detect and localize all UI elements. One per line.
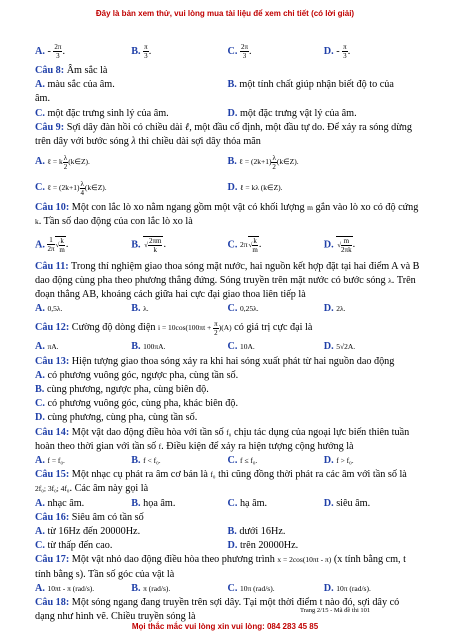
- q7-options: A. - $\frac{2\pi}{3}$ . B. $\frac{\pi}{3}$ . C. $\frac{2\pi}{3}$ . D. - $\frac{\pi}{3}$ .: [35, 42, 351, 60]
- q12-option-c: 10A.: [239, 342, 255, 352]
- q16-stem: Câu 16: Siêu âm có tần số: [35, 511, 144, 523]
- q17-option-d: 10π (rad/s).: [336, 583, 371, 593]
- q8-option-b: một tính chất giúp nhận biết độ to của: [239, 79, 394, 91]
- q7-option-c-label: C.: [227, 45, 238, 57]
- q15-options: A. nhạc âm. B. họa âm. C. hạ âm. D. siêu âm.: [35, 497, 371, 509]
- q16-option-d: trên 20000Hz.: [239, 540, 299, 552]
- contact-footer: Mọi thắc mắc vui lòng xin vui lòng: 084 283 45 85: [131, 622, 319, 631]
- q14-options: A. f = f₀. B. f < f₀. C. f ≤ f₀. D. f > f₀.: [35, 455, 354, 467]
- q8-options-row1: A. màu sắc của âm. B. một tính chất giúp nhận biết độ to của: [35, 79, 394, 91]
- q8-option-d: một đặc trưng vật lý của âm.: [239, 107, 357, 119]
- q7-option-c-value: $\frac{2\pi}{3}$: [240, 42, 248, 60]
- q7-option-b-label: B.: [131, 45, 141, 57]
- q9-option-b: ℓ = (2k+1) $\frac{\lambda}{2}$ (k∈Z).: [239, 153, 299, 171]
- q11-option-a: 0,5λ.: [47, 304, 63, 314]
- q14-option-d: f > f₀.: [336, 456, 354, 466]
- q8-option-b-cont: âm.: [35, 93, 50, 105]
- q12-options: A. πA. B. 100πA. C. 10A. D. 5√2A.: [35, 341, 356, 353]
- q15-option-b: họa âm.: [143, 497, 176, 509]
- q7-option-b-value: $\frac{\pi}{3}$: [144, 42, 148, 60]
- q16-options-row1: A. từ 16Hz đến 20000Hz. B. dưới 16Hz.: [35, 526, 286, 538]
- q7-option-d-value: $\frac{\pi}{3}$: [343, 42, 347, 60]
- q7-option-d-label: D.: [323, 45, 334, 57]
- preview-header: Đây là bản xem thử, vui lòng mua tài liệu để xem chi tiết (có lời giải): [95, 9, 355, 18]
- q15-option-c: hạ âm.: [239, 497, 268, 509]
- q10-options: A. $\frac{1}{2\pi}$ √ $\frac{k}{m}$ . B. √ $\frac{2\pi m}{k}$ . C. 2π√ $\frac{k}{m}$ . D. √ $\frac{m}{2\pi k}$ .: [35, 236, 356, 254]
- q13-option-c: C. có phương vuông góc, cùng pha, khác biên độ.: [35, 398, 239, 410]
- q11-option-b: λ.: [143, 304, 149, 314]
- q14-option-c: f ≤ f₀.: [239, 456, 258, 466]
- q8-stem: Câu 8: Âm sắc là: [35, 65, 108, 76]
- q13-option-a: A. có phương vuông góc, ngược pha, cùng tần số.: [35, 369, 239, 381]
- q14-option-b: f < f₀.: [143, 456, 161, 466]
- q14-option-a: f = f₀.: [47, 456, 65, 466]
- q16-option-c: từ thấp đến cao.: [47, 540, 113, 552]
- q9-options-row1: A. ℓ = k $\frac{\lambda}{2}$ (k∈Z). B. ℓ = (2k+1) $\frac{\lambda}{2}$ (k∈Z).: [35, 153, 299, 171]
- q10-option-a: $\frac{1}{2\pi}$ √ $\frac{k}{m}$ .: [47, 236, 69, 254]
- q15-option-d: siêu âm.: [336, 497, 371, 509]
- exam-content: [35, 38, 420, 625]
- q7-option-a-value: $\frac{2\pi}{3}$: [54, 42, 62, 60]
- q16-option-a: từ 16Hz đến 20000Hz.: [47, 526, 141, 538]
- q12-option-b: 100πA.: [143, 342, 166, 352]
- q11-option-d: 2λ.: [336, 304, 346, 314]
- q17-stem: Câu 17: Một vật nhỏ dao động điều hòa theo phương trình x = 2cos(10πt - π) (x tính bằng cm, t tính bằng s). Tần số góc của vật là: [35, 554, 406, 580]
- q8-option-a: màu sắc của âm.: [47, 79, 115, 91]
- q11-option-c: 0,25λ.: [239, 304, 259, 314]
- q10-option-d: √ $\frac{m}{2\pi k}$ .: [337, 236, 356, 254]
- q9-option-a: ℓ = k $\frac{\lambda}{2}$ (k∈Z).: [47, 153, 90, 171]
- q11-stem: Câu 11: Trong thí nghiệm giao thoa sóng mặt nước, hai nguồn kết hợp đặt tại hai điểm A và B dao động cùng pha theo phương thẳng đứng. Sóng truyền trên mặt nước có bước sóng λ. Trên đoạn thẳng AB, khoảng cách giữa hai cực đại giao thoa liên tiếp là: [35, 260, 420, 301]
- q9-option-d: ℓ = kλ (k∈Z).: [239, 183, 283, 193]
- q15-stem: Câu 15: Một nhạc cụ phát ra âm cơ bản là f₀ thì cũng đồng thời phát ra các âm với tần số là 2f₀; 3f₀; 4f₀. Các âm này gọi là: [35, 469, 407, 495]
- q13-stem: Câu 13: Hiện tượng giao thoa sóng xảy ra khi hai sóng xuất phát từ hai nguồn dao động: [35, 355, 395, 367]
- q8-option-c: một đặc trưng sinh lý của âm.: [47, 107, 169, 119]
- q13-option-d: D. cùng phương, cùng pha, cùng tần số.: [35, 412, 198, 424]
- q15-option-a: nhạc âm.: [47, 497, 85, 509]
- q12-option-d: 5√2A.: [336, 342, 356, 352]
- q14-stem: Câu 14: Một vật dao động điều hòa với tần số f₀ chịu tác dụng của ngoại lực biến thiên tuần hoàn theo thời gian với tần số f. Điều kiện để xảy ra hiện tượng cộng hưởng là: [35, 426, 410, 452]
- q12-option-a: πA.: [47, 342, 59, 352]
- q13-option-b: B. cùng phương, ngược pha, cùng biên độ.: [35, 384, 209, 396]
- q17-options: A. 10πt - π (rad/s). B. π (rad/s). C. 10π (rad/s). D. 10π (rad/s).: [35, 582, 371, 594]
- q16-option-b: dưới 16Hz.: [239, 526, 286, 538]
- q9-option-c: ℓ = (2k+1) $\frac{\lambda}{4}$ (k∈Z).: [47, 179, 107, 197]
- q17-option-c: 10π (rad/s).: [239, 583, 275, 593]
- q16-options-row2: C. từ thấp đến cao. D. trên 20000Hz.: [35, 540, 299, 552]
- q9-options-row2: C. ℓ = (2k+1) $\frac{\lambda}{4}$ (k∈Z). D. ℓ = kλ (k∈Z).: [35, 179, 283, 197]
- q9-stem: Câu 9: Sợi dây đàn hồi có chiều dài ℓ, một đầu cố định, một đầu tự do. Để xảy ra sóng dừng trên dây với bước sóng λ thì chiều dài sợi dây thỏa mãn: [35, 121, 412, 148]
- q11-options: A. 0,5λ. B. λ. C. 0,25λ. D. 2λ.: [35, 303, 346, 315]
- q17-option-a: 10πt - π (rad/s).: [47, 583, 95, 593]
- page-info: Trang 2/15 - Mã đề thi 101: [300, 607, 371, 614]
- q17-option-b: π (rad/s).: [143, 583, 171, 593]
- q12-stem: Câu 12: Cường độ dòng điện i = 10cos(100πt + $\frac{\pi}{2}$ )(A) có giá trị cực đại là: [35, 319, 313, 337]
- q7-option-a-label: A.: [35, 45, 45, 57]
- q10-option-c: 2π√ $\frac{k}{m}$ .: [239, 236, 262, 254]
- q10-stem: Câu 10: Một con lắc lò xo nằm ngang gồm một vật có khối lượng m gắn vào lò xo có độ cứng k. Tần số dao động của con lắc lò xo là: [35, 202, 419, 228]
- q8-options-row2: C. một đặc trưng sinh lý của âm. D. một đặc trưng vật lý của âm.: [35, 107, 357, 119]
- q10-option-b: √ $\frac{2\pi m}{k}$ .: [144, 236, 167, 254]
- q18-stem: Câu 18: Một sóng ngang đang truyền trên sợi dây. Tại một thời điểm t nào đó, sợi dây có dạng như hình vẽ. Chiều truyền sóng là: [35, 597, 400, 623]
